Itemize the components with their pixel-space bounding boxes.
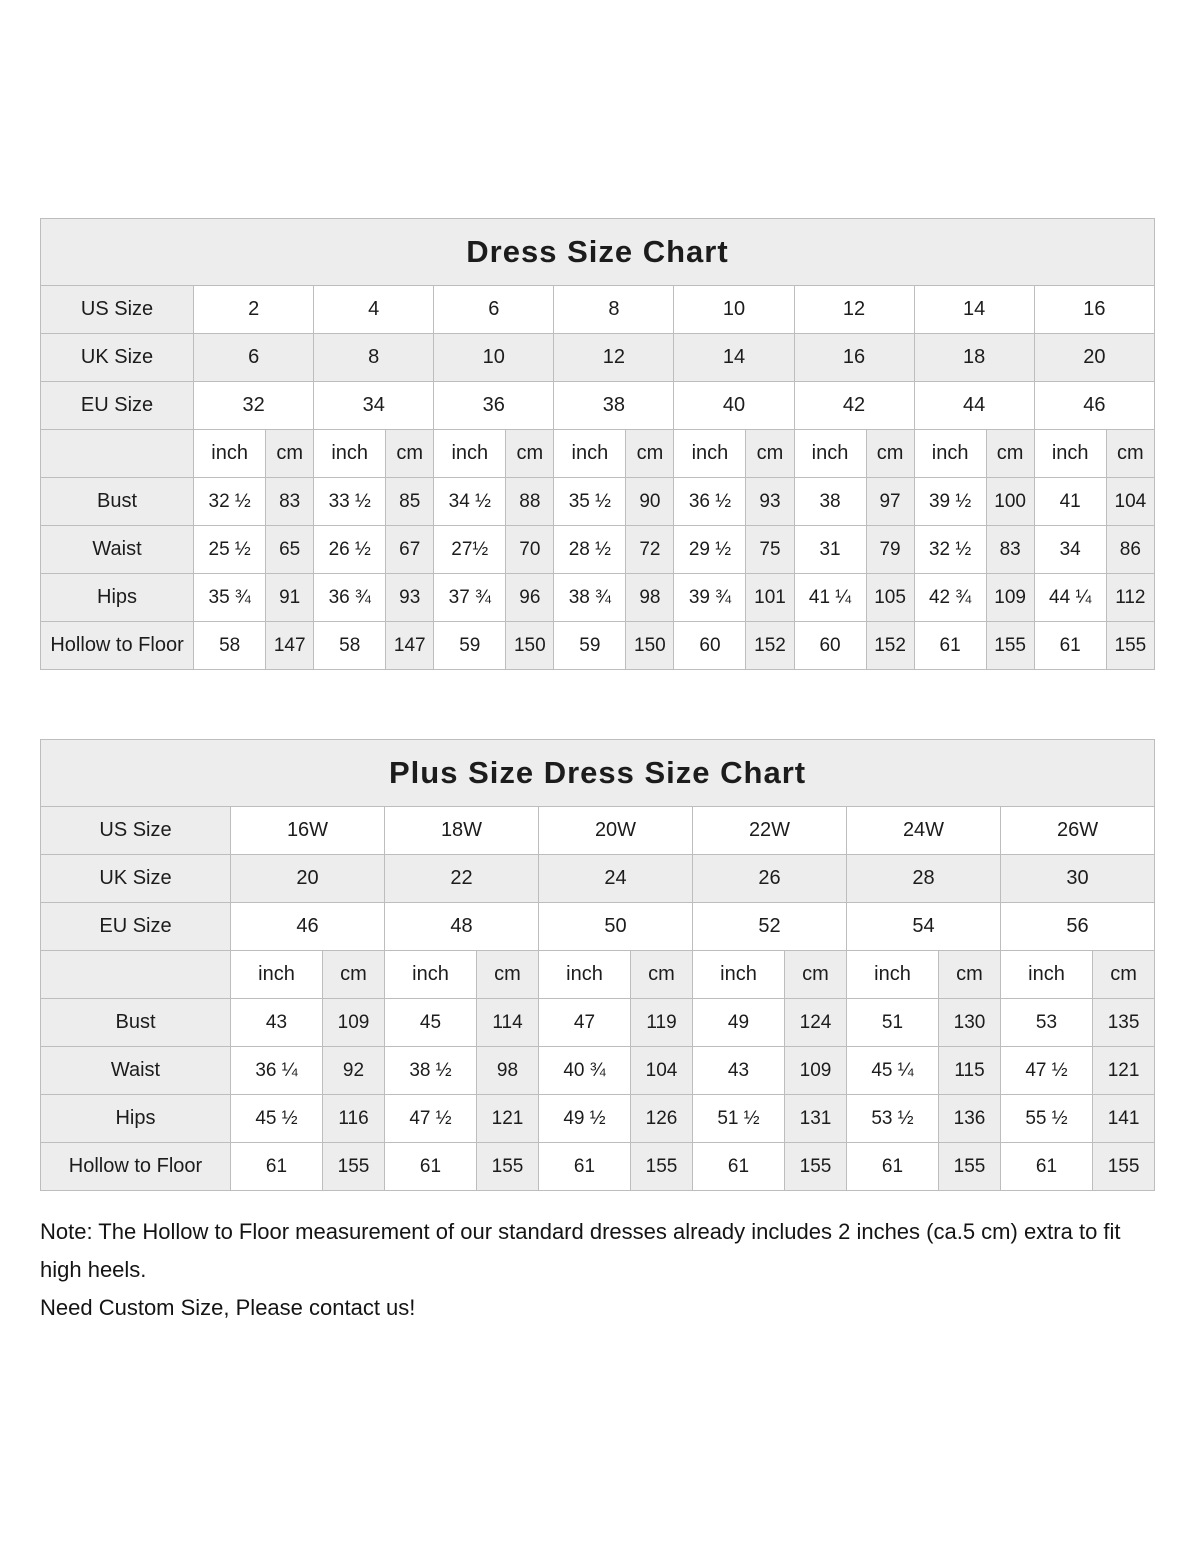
- measure-cm-cell: 130: [939, 999, 1001, 1047]
- measure-inch-cell: 38 ¾: [554, 574, 626, 622]
- measure-cm-cell: 126: [631, 1095, 693, 1143]
- measure-cm-cell: 141: [1093, 1095, 1155, 1143]
- row-label: Hips: [41, 1095, 231, 1143]
- measure-inch-cell: 51: [847, 999, 939, 1047]
- measure-cm-cell: 75: [746, 526, 794, 574]
- measure-inch-cell: 43: [693, 1047, 785, 1095]
- measure-cm-cell: 67: [386, 526, 434, 574]
- dress-size-chart-table: [40, 218, 1155, 670]
- measure-cm-cell: 109: [323, 999, 385, 1047]
- measure-cm-cell: 105: [866, 574, 914, 622]
- measure-cm-cell: 98: [477, 1047, 539, 1095]
- unit-cm-header: cm: [506, 430, 554, 478]
- size-value-cell: 32: [194, 382, 314, 430]
- unit-inch-header: inch: [914, 430, 986, 478]
- size-value-cell: 16: [1034, 286, 1154, 334]
- measure-inch-cell: 49 ½: [539, 1095, 631, 1143]
- size-value-cell: 34: [314, 382, 434, 430]
- size-value-cell: 20: [231, 855, 385, 903]
- size-value-cell: 42: [794, 382, 914, 430]
- measure-inch-cell: 41: [1034, 478, 1106, 526]
- measure-inch-cell: 36 ¼: [231, 1047, 323, 1095]
- unit-cm-header: cm: [626, 430, 674, 478]
- measure-cm-cell: 124: [785, 999, 847, 1047]
- measure-inch-cell: 61: [847, 1143, 939, 1191]
- measure-cm-cell: 147: [386, 622, 434, 670]
- measure-cm-cell: 112: [1106, 574, 1154, 622]
- measure-cm-cell: 91: [266, 574, 314, 622]
- size-value-cell: 26W: [1001, 807, 1155, 855]
- size-value-cell: 56: [1001, 903, 1155, 951]
- size-value-cell: 48: [385, 903, 539, 951]
- unit-inch-header: inch: [434, 430, 506, 478]
- measure-cm-cell: 104: [1106, 478, 1154, 526]
- row-label: UK Size: [41, 855, 231, 903]
- measure-cm-cell: 155: [1093, 1143, 1155, 1191]
- unit-cm-header: cm: [1093, 951, 1155, 999]
- measure-inch-cell: 53: [1001, 999, 1093, 1047]
- measure-inch-cell: 28 ½: [554, 526, 626, 574]
- measure-inch-cell: 37 ¾: [434, 574, 506, 622]
- size-value-cell: 18: [914, 334, 1034, 382]
- measure-inch-cell: 61: [1001, 1143, 1093, 1191]
- hollow-to-floor-note: Note: The Hollow to Floor measurement of our standard dresses already includes 2 inches (ca.5 cm) extra to fit high heels.: [40, 1219, 1121, 1282]
- measure-cm-cell: 93: [746, 478, 794, 526]
- measure-inch-cell: 41 ¼: [794, 574, 866, 622]
- notes-section: [40, 1213, 1155, 1327]
- unit-cm-header: cm: [386, 430, 434, 478]
- unit-inch-header: inch: [231, 951, 323, 999]
- size-value-cell: 2: [194, 286, 314, 334]
- measure-inch-cell: 38: [794, 478, 866, 526]
- measure-cm-cell: 114: [477, 999, 539, 1047]
- measure-inch-cell: 49: [693, 999, 785, 1047]
- unit-inch-header: inch: [693, 951, 785, 999]
- size-value-cell: 16W: [231, 807, 385, 855]
- measure-inch-cell: 35 ½: [554, 478, 626, 526]
- measure-cm-cell: 135: [1093, 999, 1155, 1047]
- measure-inch-cell: 61: [539, 1143, 631, 1191]
- size-value-cell: 20: [1034, 334, 1154, 382]
- unit-cm-header: cm: [266, 430, 314, 478]
- row-label: Hollow to Floor: [41, 1143, 231, 1191]
- row-label: Bust: [41, 478, 194, 526]
- units-row-label: [41, 430, 194, 478]
- measure-inch-cell: 32 ½: [194, 478, 266, 526]
- unit-inch-header: inch: [1001, 951, 1093, 999]
- size-value-cell: 46: [1034, 382, 1154, 430]
- measure-cm-cell: 121: [1093, 1047, 1155, 1095]
- measure-cm-cell: 98: [626, 574, 674, 622]
- measure-inch-cell: 58: [194, 622, 266, 670]
- unit-cm-header: cm: [939, 951, 1001, 999]
- measure-cm-cell: 155: [1106, 622, 1154, 670]
- measure-inch-cell: 29 ½: [674, 526, 746, 574]
- row-label: US Size: [41, 807, 231, 855]
- size-value-cell: 22W: [693, 807, 847, 855]
- measure-inch-cell: 47 ½: [1001, 1047, 1093, 1095]
- row-label: Waist: [41, 1047, 231, 1095]
- measure-cm-cell: 136: [939, 1095, 1001, 1143]
- unit-inch-header: inch: [674, 430, 746, 478]
- measure-inch-cell: 45 ½: [231, 1095, 323, 1143]
- row-label: Hips: [41, 574, 194, 622]
- measure-cm-cell: 101: [746, 574, 794, 622]
- measure-inch-cell: 39 ¾: [674, 574, 746, 622]
- row-label: US Size: [41, 286, 194, 334]
- table-title: Plus Size Dress Size Chart: [41, 740, 1155, 807]
- measure-inch-cell: 45: [385, 999, 477, 1047]
- measure-cm-cell: 150: [506, 622, 554, 670]
- custom-size-note: Need Custom Size, Please contact us!: [40, 1295, 416, 1320]
- size-value-cell: 46: [231, 903, 385, 951]
- unit-inch-header: inch: [194, 430, 266, 478]
- size-value-cell: 10: [434, 334, 554, 382]
- size-value-cell: 14: [914, 286, 1034, 334]
- measure-inch-cell: 34 ½: [434, 478, 506, 526]
- measure-cm-cell: 104: [631, 1047, 693, 1095]
- size-value-cell: 44: [914, 382, 1034, 430]
- measure-inch-cell: 36 ¾: [314, 574, 386, 622]
- unit-cm-header: cm: [1106, 430, 1154, 478]
- size-value-cell: 16: [794, 334, 914, 382]
- size-value-cell: 8: [554, 286, 674, 334]
- size-value-cell: 38: [554, 382, 674, 430]
- size-value-cell: 10: [674, 286, 794, 334]
- plus-size-dress-size-chart-table: [40, 739, 1155, 1191]
- size-value-cell: 12: [554, 334, 674, 382]
- measure-inch-cell: 61: [914, 622, 986, 670]
- measure-cm-cell: 147: [266, 622, 314, 670]
- measure-cm-cell: 152: [866, 622, 914, 670]
- row-label: EU Size: [41, 903, 231, 951]
- unit-cm-header: cm: [631, 951, 693, 999]
- unit-inch-header: inch: [554, 430, 626, 478]
- size-value-cell: 22: [385, 855, 539, 903]
- units-row-label: [41, 951, 231, 999]
- measure-cm-cell: 72: [626, 526, 674, 574]
- measure-inch-cell: 31: [794, 526, 866, 574]
- size-value-cell: 8: [314, 334, 434, 382]
- measure-inch-cell: 53 ½: [847, 1095, 939, 1143]
- size-value-cell: 4: [314, 286, 434, 334]
- unit-cm-header: cm: [785, 951, 847, 999]
- measure-inch-cell: 25 ½: [194, 526, 266, 574]
- measure-cm-cell: 109: [785, 1047, 847, 1095]
- measure-cm-cell: 70: [506, 526, 554, 574]
- measure-cm-cell: 155: [631, 1143, 693, 1191]
- measure-inch-cell: 47: [539, 999, 631, 1047]
- measure-cm-cell: 109: [986, 574, 1034, 622]
- measure-cm-cell: 152: [746, 622, 794, 670]
- size-value-cell: 6: [194, 334, 314, 382]
- measure-cm-cell: 121: [477, 1095, 539, 1143]
- measure-inch-cell: 44 ¼: [1034, 574, 1106, 622]
- measure-cm-cell: 155: [986, 622, 1034, 670]
- unit-inch-header: inch: [314, 430, 386, 478]
- measure-cm-cell: 155: [477, 1143, 539, 1191]
- unit-cm-header: cm: [477, 951, 539, 999]
- size-value-cell: 50: [539, 903, 693, 951]
- measure-cm-cell: 155: [323, 1143, 385, 1191]
- measure-inch-cell: 60: [794, 622, 866, 670]
- size-value-cell: 36: [434, 382, 554, 430]
- measure-cm-cell: 88: [506, 478, 554, 526]
- measure-inch-cell: 35 ¾: [194, 574, 266, 622]
- measure-inch-cell: 59: [434, 622, 506, 670]
- measure-inch-cell: 61: [1034, 622, 1106, 670]
- unit-cm-header: cm: [746, 430, 794, 478]
- row-label: EU Size: [41, 382, 194, 430]
- measure-cm-cell: 115: [939, 1047, 1001, 1095]
- measure-inch-cell: 43: [231, 999, 323, 1047]
- measure-inch-cell: 58: [314, 622, 386, 670]
- measure-inch-cell: 61: [693, 1143, 785, 1191]
- measure-cm-cell: 155: [939, 1143, 1001, 1191]
- measure-inch-cell: 39 ½: [914, 478, 986, 526]
- table-title: Dress Size Chart: [41, 219, 1155, 286]
- measure-cm-cell: 83: [986, 526, 1034, 574]
- measure-inch-cell: 32 ½: [914, 526, 986, 574]
- unit-cm-header: cm: [866, 430, 914, 478]
- size-value-cell: 20W: [539, 807, 693, 855]
- measure-cm-cell: 65: [266, 526, 314, 574]
- measure-inch-cell: 42 ¾: [914, 574, 986, 622]
- size-value-cell: 14: [674, 334, 794, 382]
- measure-inch-cell: 38 ½: [385, 1047, 477, 1095]
- row-label: Waist: [41, 526, 194, 574]
- size-value-cell: 18W: [385, 807, 539, 855]
- measure-inch-cell: 51 ½: [693, 1095, 785, 1143]
- unit-cm-header: cm: [986, 430, 1034, 478]
- measure-cm-cell: 86: [1106, 526, 1154, 574]
- measure-cm-cell: 97: [866, 478, 914, 526]
- row-label: UK Size: [41, 334, 194, 382]
- measure-inch-cell: 61: [385, 1143, 477, 1191]
- unit-inch-header: inch: [1034, 430, 1106, 478]
- size-value-cell: 30: [1001, 855, 1155, 903]
- measure-inch-cell: 60: [674, 622, 746, 670]
- unit-inch-header: inch: [539, 951, 631, 999]
- size-value-cell: 6: [434, 286, 554, 334]
- row-label: Hollow to Floor: [41, 622, 194, 670]
- size-value-cell: 28: [847, 855, 1001, 903]
- size-value-cell: 54: [847, 903, 1001, 951]
- measure-cm-cell: 155: [785, 1143, 847, 1191]
- row-label: Bust: [41, 999, 231, 1047]
- size-value-cell: 52: [693, 903, 847, 951]
- measure-inch-cell: 34: [1034, 526, 1106, 574]
- size-value-cell: 24: [539, 855, 693, 903]
- measure-cm-cell: 90: [626, 478, 674, 526]
- measure-cm-cell: 83: [266, 478, 314, 526]
- measure-cm-cell: 150: [626, 622, 674, 670]
- measure-inch-cell: 33 ½: [314, 478, 386, 526]
- size-value-cell: 24W: [847, 807, 1001, 855]
- unit-inch-header: inch: [794, 430, 866, 478]
- measure-cm-cell: 119: [631, 999, 693, 1047]
- measure-inch-cell: 61: [231, 1143, 323, 1191]
- unit-inch-header: inch: [847, 951, 939, 999]
- measure-inch-cell: 27½: [434, 526, 506, 574]
- size-value-cell: 26: [693, 855, 847, 903]
- unit-inch-header: inch: [385, 951, 477, 999]
- measure-inch-cell: 45 ¼: [847, 1047, 939, 1095]
- measure-inch-cell: 36 ½: [674, 478, 746, 526]
- measure-inch-cell: 47 ½: [385, 1095, 477, 1143]
- measure-cm-cell: 85: [386, 478, 434, 526]
- measure-inch-cell: 55 ½: [1001, 1095, 1093, 1143]
- measure-cm-cell: 100: [986, 478, 1034, 526]
- measure-cm-cell: 93: [386, 574, 434, 622]
- measure-inch-cell: 40 ¾: [539, 1047, 631, 1095]
- size-value-cell: 12: [794, 286, 914, 334]
- measure-cm-cell: 96: [506, 574, 554, 622]
- size-value-cell: 40: [674, 382, 794, 430]
- unit-cm-header: cm: [323, 951, 385, 999]
- measure-inch-cell: 26 ½: [314, 526, 386, 574]
- measure-inch-cell: 59: [554, 622, 626, 670]
- measure-cm-cell: 131: [785, 1095, 847, 1143]
- measure-cm-cell: 79: [866, 526, 914, 574]
- measure-cm-cell: 116: [323, 1095, 385, 1143]
- measure-cm-cell: 92: [323, 1047, 385, 1095]
